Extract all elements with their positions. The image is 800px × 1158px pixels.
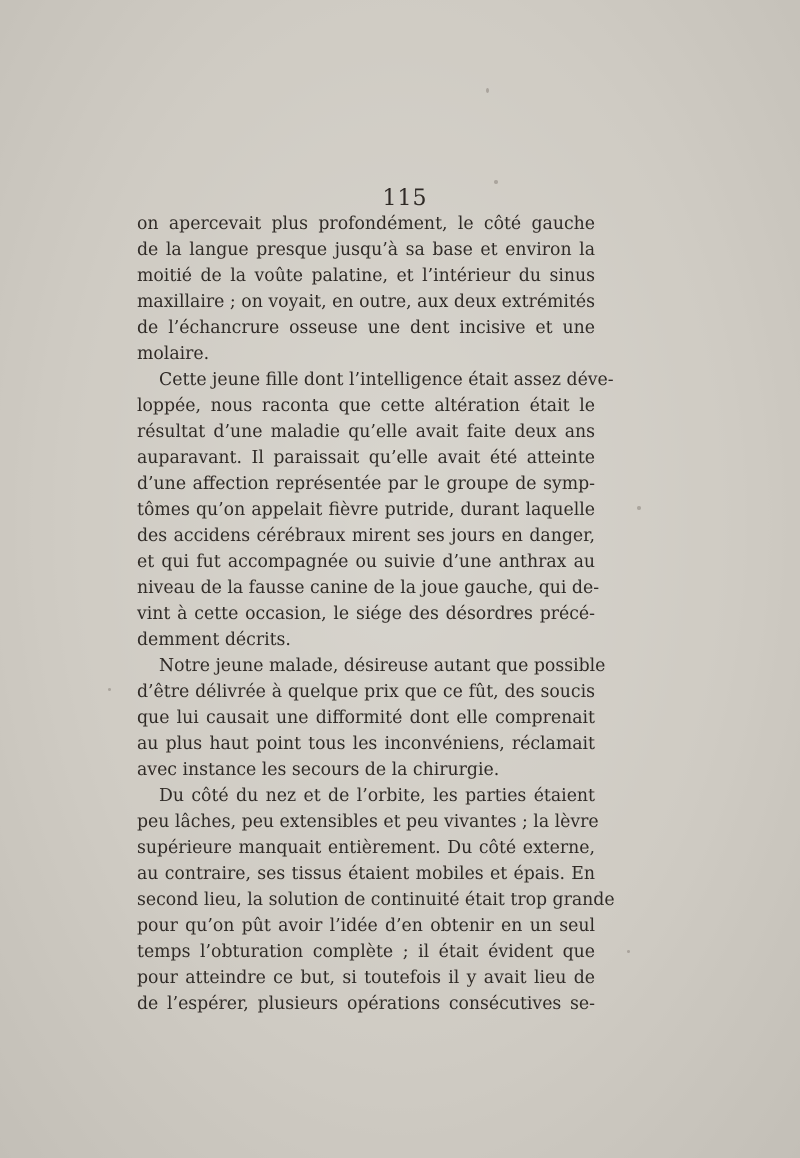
text-line: de l’espérer, plusieurs opérations consécutives se- — [137, 994, 595, 1014]
text-line: supérieure manquait entièrement. Du côté externe, — [137, 838, 595, 858]
text-line: auparavant. Il paraissait qu’elle avait été atteinte — [137, 448, 595, 468]
page-number: 115 — [382, 186, 428, 211]
text-line: demment décrits. — [137, 630, 291, 650]
text-line: d’être délivrée à quelque prix que ce fût, des soucis — [137, 682, 595, 702]
text-line: maxillaire ; on voyait, en outre, aux deux extrémités — [137, 292, 595, 312]
text-line: d’une affection représentée par le groupe de symp- — [137, 474, 595, 494]
text-line: vint à cette occasion, le siége des désordres précé- — [137, 604, 595, 624]
paper-speck — [108, 688, 111, 691]
text-line: Du côté du nez et de l’orbite, les parties étaient — [159, 786, 595, 806]
text-line: des accidens cérébraux mirent ses jours en danger, — [137, 526, 595, 546]
paper-speck — [627, 950, 630, 953]
text-line: loppée, nous raconta que cette altération était le — [137, 396, 595, 416]
text-line: Cette jeune fille dont l’intelligence était assez déve- — [159, 370, 614, 390]
text-line: second lieu, la solution de continuité était trop grande — [137, 890, 615, 910]
text-line: peu lâches, peu extensibles et peu vivantes ; la lèvre — [137, 812, 599, 832]
text-line: moitié de la voûte palatine, et l’intérieur du sinus — [137, 266, 595, 286]
paper-speck — [494, 180, 498, 184]
text-line: au plus haut point tous les inconvéniens, réclamait — [137, 734, 595, 754]
text-line: pour qu’on pût avoir l’idée d’en obtenir en un seul — [137, 916, 595, 936]
text-line: avec instance les secours de la chirurgie. — [137, 760, 500, 780]
text-line: temps l’obturation complète ; il était évident que — [137, 942, 595, 962]
text-line: et qui fut accompagnée ou suivie d’une anthrax au — [137, 552, 595, 572]
text-line: molaire. — [137, 344, 210, 364]
text-line: de la langue presque jusqu’à sa base et environ la — [137, 240, 595, 260]
text-line: tômes qu’on appelait fièvre putride, durant laquelle — [137, 500, 595, 520]
text-line: pour atteindre ce but, si toutefois il y avait lieu de — [137, 968, 595, 988]
paper-speck — [486, 88, 489, 93]
text-line: on apercevait plus profondément, le côté gauche — [137, 214, 595, 234]
text-line: niveau de la fausse canine de la joue gauche, qui de- — [137, 578, 600, 598]
text-line: résultat d’une maladie qu’elle avait faite deux ans — [137, 422, 595, 442]
text-line: Notre jeune malade, désireuse autant que possible — [159, 656, 606, 676]
text-line: que lui causait une difformité dont elle comprenait — [137, 708, 595, 728]
text-line: de l’échancrure osseuse une dent incisive et une — [137, 318, 595, 338]
text-line: au contraire, ses tissus étaient mobiles et épais. En — [137, 864, 595, 884]
body-text — [137, 211, 615, 1017]
paper-speck — [637, 506, 641, 510]
